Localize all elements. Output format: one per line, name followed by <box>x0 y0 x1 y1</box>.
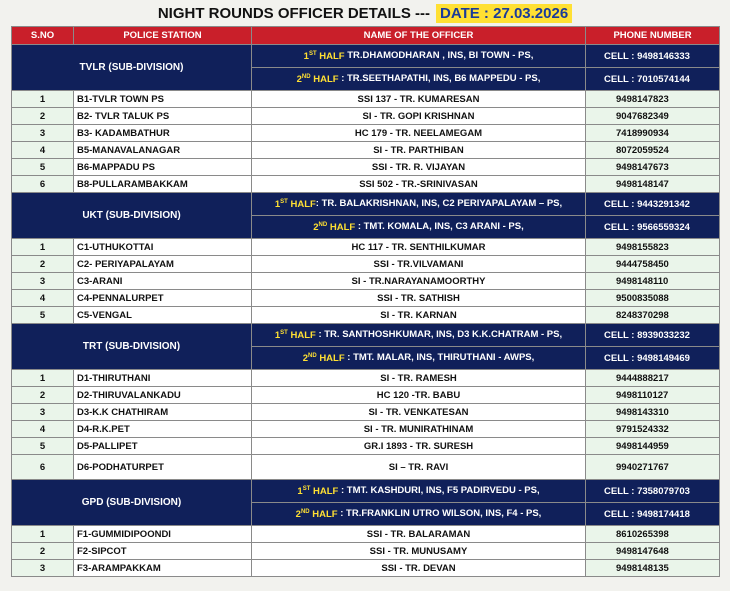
header-sno: S.NO <box>12 27 74 45</box>
table-row <box>12 404 720 421</box>
row-station: B2- TVLR TALUK PS <box>74 108 252 125</box>
division-name: TRT (SUB-DIVISION) <box>12 324 252 370</box>
row-phone: 9498147823 <box>586 91 720 108</box>
half-word: HALF <box>312 508 338 520</box>
table-row <box>12 421 720 438</box>
half-ordinal-suffix: ND <box>318 221 328 228</box>
row-officer: SI - TR. PARTHIBAN <box>252 142 586 159</box>
half-cell-number: CELL : 9498174418 <box>586 503 720 526</box>
row-station: D3-K.K CHATHIRAM <box>74 404 252 421</box>
header-officer: NAME OF THE OFFICER <box>252 27 586 45</box>
row-sno: 1 <box>12 370 74 387</box>
row-officer: SI – TR. RAVI <box>252 455 586 480</box>
row-phone: 9498148135 <box>586 560 720 577</box>
table-row <box>12 370 720 387</box>
half-ordinal-suffix: ST <box>280 329 288 336</box>
table-row <box>12 142 720 159</box>
row-officer: GR.I 1893 - TR. SURESH <box>252 438 586 455</box>
table-row <box>12 125 720 142</box>
row-phone: 9498155823 <box>586 239 720 256</box>
half-word: HALF <box>290 329 316 341</box>
half-word: HALF <box>313 485 339 497</box>
row-officer: SSI 137 - TR. KUMARESAN <box>252 91 586 108</box>
half-ordinal: 2 <box>295 508 301 520</box>
division-half-row <box>12 324 720 347</box>
half-word: HALF <box>290 198 316 210</box>
row-phone: 7418990934 <box>586 125 720 142</box>
half-officer <box>252 347 586 370</box>
officer-table <box>11 26 720 577</box>
half-cell-number: CELL : 9566559324 <box>586 216 720 239</box>
row-officer: SSI - TR.VILVAMANI <box>252 256 586 273</box>
title-date: DATE : 27.03.2026 <box>436 4 572 23</box>
row-sno: 2 <box>12 256 74 273</box>
half-ordinal: 2 <box>302 352 308 364</box>
half-officer <box>252 503 586 526</box>
row-officer: HC 120 -TR. BABU <box>252 387 586 404</box>
half-word: HALF <box>319 50 345 62</box>
row-station: F1-GUMMIDIPOONDI <box>74 526 252 543</box>
half-ordinal: 2 <box>313 221 319 233</box>
half-officer-text: : TR.FRANKLIN UTRO WILSON, INS, F4 - PS, <box>337 508 542 520</box>
row-station: B6-MAPPADU PS <box>74 159 252 176</box>
row-sno: 1 <box>12 91 74 108</box>
row-sno: 3 <box>12 560 74 577</box>
row-sno: 3 <box>12 273 74 290</box>
row-sno: 1 <box>12 526 74 543</box>
half-label <box>275 330 316 341</box>
row-sno: 5 <box>12 159 74 176</box>
half-officer <box>252 45 586 68</box>
table-row <box>12 543 720 560</box>
half-officer-text: : TR.SEETHAPATHI, INS, B6 MAPPEDU - PS, <box>338 73 541 85</box>
half-ordinal-suffix: ND <box>300 508 310 515</box>
row-sno: 5 <box>12 438 74 455</box>
row-sno: 4 <box>12 142 74 159</box>
half-word: HALF <box>319 352 345 364</box>
table-row <box>12 239 720 256</box>
half-label <box>303 353 345 364</box>
half-cell-number: CELL : 9498149469 <box>586 347 720 370</box>
row-station: B1-TVLR TOWN PS <box>74 91 252 108</box>
row-officer: HC 179 - TR. NEELAMEGAM <box>252 125 586 142</box>
row-sno: 6 <box>12 455 74 480</box>
half-ordinal-suffix: ND <box>308 352 317 359</box>
half-cell-number: CELL : 9498146333 <box>586 45 720 68</box>
row-phone: 9498143310 <box>586 404 720 421</box>
half-ordinal: 1 <box>274 198 281 210</box>
row-officer: SI - TR. MUNIRATHINAM <box>252 421 586 438</box>
table-row <box>12 560 720 577</box>
half-officer <box>252 68 586 91</box>
row-station: F3-ARAMPAKKAM <box>74 560 252 577</box>
half-officer <box>252 193 586 216</box>
row-phone: 9444888217 <box>586 370 720 387</box>
row-officer: SI - TR.NARAYANAMOORTHY <box>252 273 586 290</box>
half-label <box>297 486 338 497</box>
half-label <box>296 509 338 520</box>
half-cell-number: CELL : 7010574144 <box>586 68 720 91</box>
division-name: UKT (SUB-DIVISION) <box>12 193 252 239</box>
half-officer <box>252 216 586 239</box>
row-officer: SSI 502 - TR.-SRINIVASAN <box>252 176 586 193</box>
half-officer-text: : TR. BALAKRISHNAN, INS, C2 PERIYAPALAYAM – PS, <box>315 198 563 210</box>
row-phone: 9498148110 <box>586 273 720 290</box>
row-station: B3- KADAMBATHUR <box>74 125 252 142</box>
row-officer: SI - TR. KARNAN <box>252 307 586 324</box>
table-row <box>12 307 720 324</box>
row-phone: 9444758450 <box>586 256 720 273</box>
half-label <box>275 199 316 210</box>
row-officer: SI - TR. RAMESH <box>252 370 586 387</box>
row-sno: 2 <box>12 387 74 404</box>
table-row <box>12 387 720 404</box>
division-name: GPD (SUB-DIVISION) <box>12 480 252 526</box>
row-station: B8-PULLARAMBAKKAM <box>74 176 252 193</box>
division-half-row <box>12 193 720 216</box>
half-word: HALF <box>313 73 339 85</box>
row-officer: SSI - TR. R. VIJAYAN <box>252 159 586 176</box>
half-officer <box>252 480 586 503</box>
row-station: C2- PERIYAPALAYAM <box>74 256 252 273</box>
row-station: D6-PODHATURPET <box>74 455 252 480</box>
row-officer: SI - TR. VENKATESAN <box>252 404 586 421</box>
division-half-row <box>12 480 720 503</box>
half-ordinal: 1 <box>274 329 281 341</box>
table-row <box>12 526 720 543</box>
half-label <box>313 222 355 233</box>
half-cell-number: CELL : 9443291342 <box>586 193 720 216</box>
row-phone: 8072059524 <box>586 142 720 159</box>
row-phone: 9498147673 <box>586 159 720 176</box>
row-sno: 5 <box>12 307 74 324</box>
row-phone: 8610265398 <box>586 526 720 543</box>
half-officer-text: : TR. SANTHOSHKUMAR, INS, D3 K.K.CHATRAM - PS, <box>315 329 563 341</box>
row-phone: 9498144959 <box>586 438 720 455</box>
half-officer-text: : TMT. MALAR, INS, THIRUTHANI - AWPS, <box>344 352 535 364</box>
row-station: D2-THIRUVALANKADU <box>74 387 252 404</box>
row-phone: 9498147648 <box>586 543 720 560</box>
row-station: B5-MANAVALANAGAR <box>74 142 252 159</box>
row-station: D1-THIRUTHANI <box>74 370 252 387</box>
header-phone: PHONE NUMBER <box>586 27 720 45</box>
row-phone: 9791524332 <box>586 421 720 438</box>
division-name: TVLR (SUB-DIVISION) <box>12 45 252 91</box>
row-phone: 9500835088 <box>586 290 720 307</box>
row-officer: SSI - TR. SATHISH <box>252 290 586 307</box>
row-officer: SSI - TR. BALARAMAN <box>252 526 586 543</box>
row-station: C5-VENGAL <box>74 307 252 324</box>
half-cell-number: CELL : 8939033232 <box>586 324 720 347</box>
row-officer: HC 117 - TR. SENTHILKUMAR <box>252 239 586 256</box>
table-row <box>12 159 720 176</box>
row-station: C1-UTHUKOTTAI <box>74 239 252 256</box>
half-label <box>304 51 345 62</box>
half-label <box>297 74 339 85</box>
half-officer <box>252 324 586 347</box>
half-ordinal-suffix: ND <box>301 73 311 80</box>
half-officer-text: : TMT. KASHDURI, INS, F5 PADIRVEDU - PS, <box>338 485 540 497</box>
half-cell-number: CELL : 7358079703 <box>586 480 720 503</box>
page-title <box>0 0 730 26</box>
table-row <box>12 176 720 193</box>
row-sno: 2 <box>12 108 74 125</box>
half-word: HALF <box>329 221 356 233</box>
row-sno: 6 <box>12 176 74 193</box>
half-ordinal-suffix: ST <box>308 50 317 57</box>
table-body <box>12 45 720 577</box>
table-row <box>12 256 720 273</box>
table-row <box>12 91 720 108</box>
half-ordinal-suffix: ST <box>302 485 311 492</box>
division-half-row <box>12 45 720 68</box>
row-sno: 1 <box>12 239 74 256</box>
row-phone: 9940271767 <box>586 455 720 480</box>
table-row <box>12 108 720 125</box>
header-station: POLICE STATION <box>74 27 252 45</box>
row-sno: 3 <box>12 404 74 421</box>
row-phone: 9047682349 <box>586 108 720 125</box>
header-row <box>12 27 720 45</box>
table-row <box>12 455 720 480</box>
row-station: D5-PALLIPET <box>74 438 252 455</box>
row-phone: 9498148147 <box>586 176 720 193</box>
title-text: NIGHT ROUNDS OFFICER DETAILS --- <box>157 4 431 22</box>
row-sno: 2 <box>12 543 74 560</box>
table-row <box>12 290 720 307</box>
half-officer-text: : TMT. KOMALA, INS, C3 ARANI - PS, <box>355 221 524 233</box>
row-station: C4-PENNALURPET <box>74 290 252 307</box>
row-sno: 3 <box>12 125 74 142</box>
table-row <box>12 438 720 455</box>
row-phone: 9498110127 <box>586 387 720 404</box>
half-ordinal: 1 <box>297 485 303 497</box>
row-station: F2-SIPCOT <box>74 543 252 560</box>
row-phone: 8248370298 <box>586 307 720 324</box>
half-ordinal-suffix: ST <box>280 198 288 205</box>
half-ordinal: 1 <box>303 50 309 62</box>
row-officer: SI - TR. GOPI KRISHNAN <box>252 108 586 125</box>
table-row <box>12 273 720 290</box>
half-officer-text: TR.DHAMODHARAN , INS, BI TOWN - PS, <box>344 50 534 62</box>
row-officer: SSI - TR. MUNUSAMY <box>252 543 586 560</box>
row-sno: 4 <box>12 421 74 438</box>
row-sno: 4 <box>12 290 74 307</box>
half-ordinal: 2 <box>296 73 302 85</box>
row-station: C3-ARANI <box>74 273 252 290</box>
row-officer: SSI - TR. DEVAN <box>252 560 586 577</box>
row-station: D4-R.K.PET <box>74 421 252 438</box>
